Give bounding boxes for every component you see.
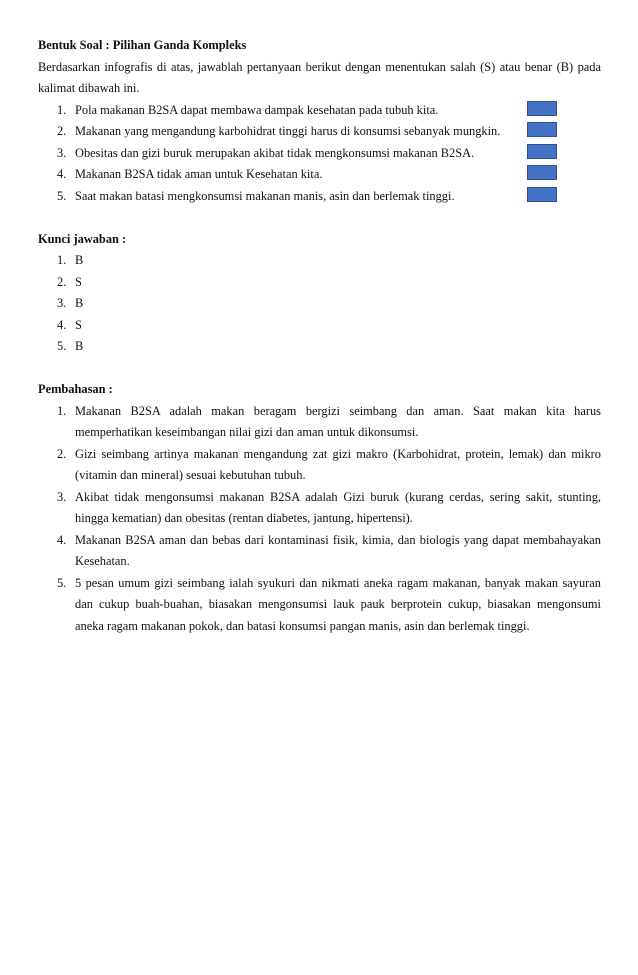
discussion-item (38, 444, 601, 487)
discussion-heading: Pembahasan : (38, 382, 113, 396)
answer-number: 2. (57, 274, 67, 289)
answer-item (38, 336, 601, 358)
answer-box[interactable] (527, 165, 557, 180)
instruction-text: Berdasarkan infografis di atas, jawablah pertanyaan berikut dengan menentukan salah (S) atau benar (B) pada kalimat dibawah ini. (38, 59, 601, 95)
answer-value: B (75, 253, 84, 267)
question-item (38, 186, 601, 208)
question-text: Makanan B2SA tidak aman untuk Kesehatan kita. (75, 167, 323, 181)
answer-key-list (38, 250, 601, 358)
answer-number: 1. (57, 253, 67, 267)
answer-item (38, 272, 601, 294)
answer-value: B (75, 296, 84, 310)
question-number: 1. (57, 102, 67, 117)
discussion-item (38, 573, 601, 638)
answer-box[interactable] (527, 144, 557, 159)
question-item (38, 143, 601, 165)
discussion-item (38, 487, 601, 530)
discussion-text: Makanan B2SA aman dan bebas dari kontaminasi fisik, kimia, dan biologis yang dapat membahayakan Kesehatan. (75, 532, 601, 568)
discussion-number: 2. (57, 446, 67, 461)
question-list (38, 100, 601, 208)
discussion-number: 1. (57, 403, 67, 418)
answer-item (38, 250, 601, 272)
document-page (38, 35, 601, 637)
discussion-text: 5 pesan umum gizi seimbang ialah syukuri dan nikmati aneka ragam makanan, banyak makan sayuran dan cukup buah-buahan, biasakan mengonsumsi lauk pauk berprotein cukup, biasakan mengonsumi aneka ragam makanan pokok, dan batasi konsumsi pangan manis, asin dan berlemak tinggi. (75, 575, 601, 633)
discussion-number: 4. (57, 532, 67, 547)
answer-number: 3. (57, 296, 67, 310)
discussion-number: 3. (57, 489, 67, 504)
discussion-text: Gizi seimbang artinya makanan mengandung zat gizi makro (Karbohidrat, protein, lemak) dan mikro (vitamin dan mineral) sesuai kebutuhan tubuh. (75, 446, 601, 482)
discussion-item (38, 530, 601, 573)
answer-box[interactable] (527, 122, 557, 137)
discussion-list (38, 401, 601, 638)
discussion-number: 5. (57, 575, 67, 590)
question-type-heading: Bentuk Soal : Pilihan Ganda Kompleks (38, 38, 247, 52)
discussion-text: Akibat tidak mengonsumsi makanan B2SA adalah Gizi buruk (kurang cerdas, sering sakit, stunting, hingga kematian) dan obesitas (rentan diabetes, jantung, hipertensi). (75, 489, 601, 525)
question-text: Pola makanan B2SA dapat membawa dampak kesehatan pada tubuh kita. (75, 102, 439, 117)
answer-number: 5. (57, 339, 67, 353)
answer-item (38, 315, 601, 337)
answer-box[interactable] (527, 187, 557, 202)
question-text: Saat makan batasi mengkonsumsi makanan manis, asin dan berlemak tinggi. (75, 188, 455, 203)
spacer (38, 358, 601, 380)
spacer (38, 207, 601, 229)
answer-key-heading: Kunci jawaban : (38, 231, 127, 246)
answer-value: B (75, 339, 84, 353)
question-number: 3. (57, 145, 67, 160)
answer-item (38, 293, 601, 315)
discussion-item (38, 401, 601, 444)
answer-value: S (75, 317, 82, 332)
question-item (38, 100, 601, 122)
answer-value: S (75, 274, 82, 289)
question-text: Makanan yang mengandung karbohidrat tinggi harus di konsumsi sebanyak mungkin. (75, 124, 501, 138)
question-number: 5. (57, 188, 67, 203)
discussion-text: Makanan B2SA adalah makan beragam bergizi seimbang dan aman. Saat makan kita harus memperhatikan keseimbangan nilai gizi dan aman untuk dikonsumsi. (75, 403, 601, 439)
answer-number: 4. (57, 317, 67, 332)
question-number: 2. (57, 124, 67, 138)
answer-box[interactable] (527, 101, 557, 116)
question-number: 4. (57, 167, 67, 181)
question-item (38, 164, 601, 186)
question-item (38, 121, 601, 143)
question-text: Obesitas dan gizi buruk merupakan akibat tidak mengkonsumsi makanan B2SA. (75, 145, 475, 160)
